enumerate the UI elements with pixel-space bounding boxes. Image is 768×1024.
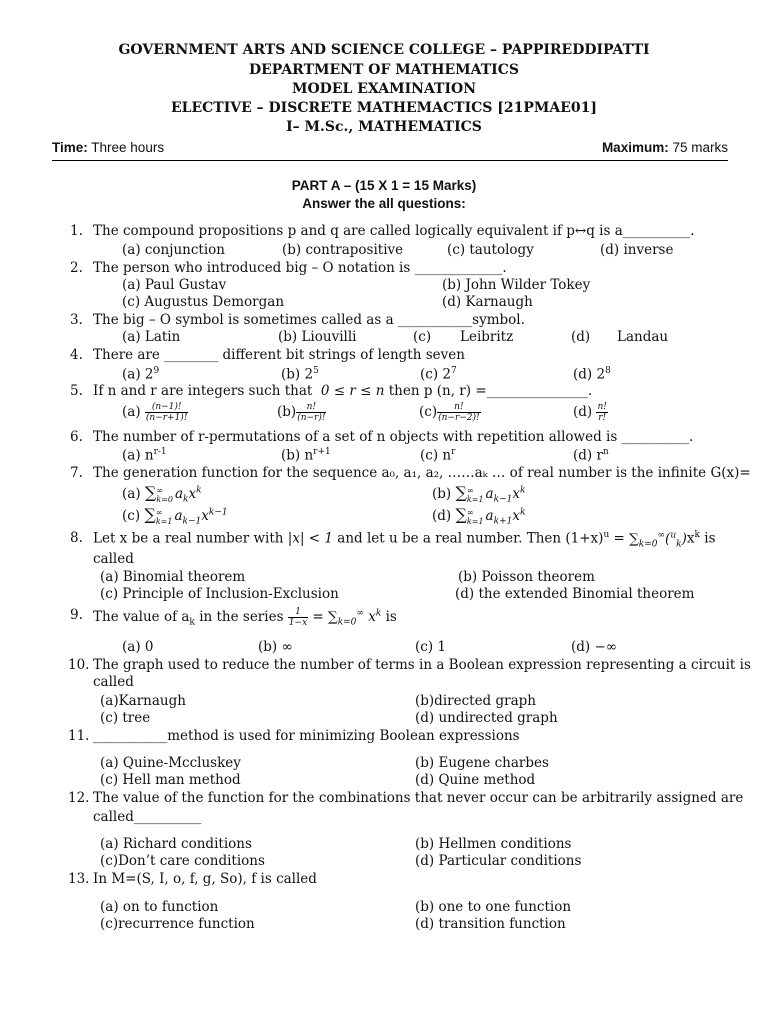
question-number: 13.	[68, 871, 90, 887]
option-label: (b)	[277, 404, 297, 420]
option-base: (b) 2	[281, 366, 314, 383]
question-text: The number of r-permutations of a set of n objects with repetition allowed is __________.	[93, 429, 694, 445]
option-b: (b) Hellmen conditions	[415, 836, 572, 852]
programme-title: I– M.Sc., MATHEMATICS	[286, 119, 482, 135]
option-exponent: r	[451, 447, 456, 457]
option-d: (d) Karnaugh	[442, 294, 533, 310]
option-d-label: (d)	[571, 329, 591, 345]
option-label: (a)	[122, 404, 141, 420]
question-number: 4.	[70, 347, 83, 363]
option-a: (a) Binomial theorem	[100, 569, 246, 585]
option-b: (b) contrapositive	[282, 242, 404, 258]
time-label: Time:	[52, 140, 88, 155]
option-d	[573, 447, 609, 464]
option-label: (b)	[432, 486, 452, 502]
option-b: (b) ∞	[258, 639, 293, 655]
option-c: (c) Augustus Demorgan	[122, 294, 285, 310]
option-base: (a) n	[122, 447, 154, 464]
question-number: 7.	[70, 465, 83, 481]
option-c: (c)Don’t care conditions	[100, 853, 265, 869]
option-c	[420, 447, 455, 464]
option-a: (a) ∑ ∞ k=0 $a_kx^k$	[122, 483, 202, 505]
option-c	[420, 366, 457, 383]
question-text-part: The value of a	[93, 609, 190, 625]
option-a: (a) conjunction	[122, 242, 225, 258]
math-condition: |x| < 1	[287, 530, 333, 547]
option-base: (c) n	[420, 447, 452, 464]
option-c: (c)recurrence function	[100, 916, 255, 932]
option-a: (a) Latin	[122, 329, 181, 345]
option-c: (c) tree	[100, 710, 151, 726]
option-exponent: 7	[450, 366, 457, 376]
question-number: 12.	[68, 790, 90, 806]
time-marks-row	[52, 140, 728, 161]
question-text-part: x	[686, 530, 695, 547]
option-b	[277, 402, 326, 423]
question-text: The person who introduced big – O notation is _____________.	[93, 260, 507, 276]
option-a: (a) 0	[122, 639, 154, 655]
option-a	[122, 402, 188, 423]
time-value: Three hours	[91, 140, 165, 155]
option-b: (b) Poisson theorem	[458, 569, 595, 585]
option-a: (a) Richard conditions	[100, 836, 252, 852]
question-text: Let x be a real number with |x| < 1 and let u be a real number. Then $(1+x)^u = \sum_{k=0}^\infty(^u_k)x^k$ is	[93, 530, 716, 550]
option-a: (a) on to function	[100, 899, 219, 915]
question-number: 10.	[68, 657, 90, 673]
option-base: (a) 2	[122, 366, 154, 383]
question-12-continued: called__________	[93, 809, 202, 825]
question-text: There are ________ different bit strings of length seven	[93, 347, 465, 363]
option-a: (a) Quine-Mccluskey	[100, 755, 241, 771]
max-value: 75 marks	[672, 140, 728, 155]
question-text	[93, 383, 592, 399]
option-base: (c) 2	[420, 366, 451, 383]
option-c: Leibritz	[460, 329, 514, 345]
option-c-label: (c)	[413, 329, 432, 345]
numerator: (n−1)!	[145, 402, 189, 413]
option-c: (c) ∑ ∞ k=1 $a_{k-1}x^{k-1}$	[122, 505, 228, 527]
department-name: DEPARTMENT OF MATHEMATICS	[249, 62, 519, 78]
option-b: (b) Eugene charbes	[415, 755, 549, 771]
option-c: (c) Hell man method	[100, 772, 241, 788]
option-b	[281, 447, 331, 464]
option-label: (d)	[573, 404, 593, 420]
fraction	[145, 402, 189, 423]
option-b: (b)directed graph	[415, 693, 536, 709]
option-exponent: 5	[313, 366, 319, 376]
question-number: 11.	[68, 728, 90, 744]
part-a-title: PART A – (15 X 1 = 15 Marks)	[291, 178, 477, 193]
part-a-instruction: Answer the all questions:	[302, 196, 466, 211]
question-8-continued: called	[93, 551, 134, 567]
question-text: The big – O symbol is sometimes called as a ___________symbol.	[93, 312, 525, 328]
option-d: (d) inverse	[600, 242, 674, 258]
question-text-part: is	[385, 609, 397, 625]
option-base: (d) 2	[573, 366, 606, 383]
option-d: (d) Particular conditions	[415, 853, 582, 869]
option-d: (d) −∞	[571, 639, 618, 655]
option-b: (b) Liouvilli	[278, 329, 357, 345]
college-name: GOVERNMENT ARTS AND SCIENCE COLLEGE – PAPPIREDDIPATTI	[118, 42, 650, 58]
fraction	[296, 402, 326, 423]
option-exponent: n	[602, 447, 609, 457]
option-exponent: 9	[153, 366, 160, 376]
question-number: 3.	[70, 312, 83, 328]
question-text-part: Let x be a real number with	[93, 530, 284, 547]
option-a: (a)Karnaugh	[100, 693, 186, 709]
option-d: (d) Quine method	[415, 772, 536, 788]
option-d: (d) the extended Binomial theorem	[455, 586, 695, 602]
question-text: The value of $a_k$ in the series $\frac{1}{1-x}$ = $\sum_{k=0}^\infty$ $x^k$ is	[93, 607, 397, 628]
option-label: (c)	[419, 404, 438, 420]
option-d: Landau	[617, 329, 669, 345]
option-d: (d) undirected graph	[415, 710, 558, 726]
option-d	[573, 366, 611, 383]
option-b	[281, 366, 319, 383]
option-label: (d)	[432, 508, 452, 524]
question-text: The graph used to reduce the number of terms in a Boolean expression representing a circuit is	[93, 657, 751, 673]
exam-title: MODEL EXAMINATION	[291, 81, 477, 97]
option-base: (b) n	[281, 447, 314, 464]
option-c	[419, 402, 481, 423]
option-label: (a)	[122, 486, 141, 502]
question-10-continued: called	[93, 674, 134, 690]
question-number: 6.	[70, 429, 83, 445]
option-d: (d) transition function	[415, 916, 566, 932]
course-title: ELECTIVE – DISCRETE MATHEMACTICS [21PMAE01]	[170, 100, 598, 116]
question-text: The value of the function for the combinations that never occur can be arbitrarily assigned are	[93, 790, 744, 806]
question-text-part: If n and r are integers such that	[93, 383, 313, 399]
question-number: 9.	[70, 607, 83, 623]
numerator: n!	[296, 402, 326, 413]
question-text-part: in the series	[199, 609, 284, 625]
math-condition: 0 ≤ r ≤ n	[320, 383, 385, 399]
option-a	[122, 366, 159, 383]
denominator: r!	[598, 413, 607, 423]
fraction	[596, 402, 607, 423]
option-c: (c) 1	[415, 639, 446, 655]
option-d: (d) ∑ ∞ k=1 $a_{k+1}x^k$	[432, 505, 526, 527]
numerator: n!	[597, 402, 607, 412]
question-text-part: and let u be a real number. Then (1+x)	[337, 530, 604, 547]
option-label: (c)	[122, 508, 141, 524]
time-info	[52, 140, 164, 155]
question-text-part: then p (n, r) =_______________.	[388, 383, 593, 399]
option-a	[122, 447, 167, 464]
question-number: 5.	[70, 383, 83, 399]
option-c: (c) Principle of Inclusion-Exclusion	[100, 586, 339, 602]
option-b: (b) one to one function	[415, 899, 572, 915]
max-marks-info	[602, 140, 728, 155]
option-exponent: r-1	[153, 447, 167, 457]
option-a: (a) Paul Gustav	[122, 277, 227, 293]
question-number: 8.	[70, 530, 83, 546]
question-text: ___________method is used for minimizing Boolean expressions	[93, 728, 520, 744]
option-b: (b) John Wilder Tokey	[442, 277, 591, 293]
question-number: 1.	[70, 223, 83, 239]
option-d	[573, 402, 608, 423]
option-base: (d) r	[573, 447, 603, 464]
option-exponent: 8	[605, 366, 611, 376]
max-label: Maximum:	[601, 140, 669, 155]
question-text: The generation function for the sequence a₀, a₁, a₂, ……aₖ … of real number is the infinite G(x)=	[93, 465, 751, 481]
question-text: In M=(S, I, o, f, g, So), f is called	[93, 871, 317, 887]
question-text: The compound propositions p and q are called logically equivalent if p↔q is a__________.	[93, 223, 695, 239]
question-number: 2.	[70, 260, 83, 276]
fraction	[437, 402, 481, 423]
question-text-part: is	[704, 530, 716, 547]
denominator: (n−r+1)!	[145, 413, 188, 423]
denominator: (n−r)!	[297, 413, 326, 423]
option-exponent: r+1	[313, 447, 331, 457]
numerator: n!	[437, 402, 481, 413]
option-b: (b) ∑ ∞ k=1 $a_{k-1}x^k$	[432, 483, 526, 505]
option-c: (c) tautology	[447, 242, 534, 258]
denominator: (n−r−2)!	[438, 413, 480, 423]
